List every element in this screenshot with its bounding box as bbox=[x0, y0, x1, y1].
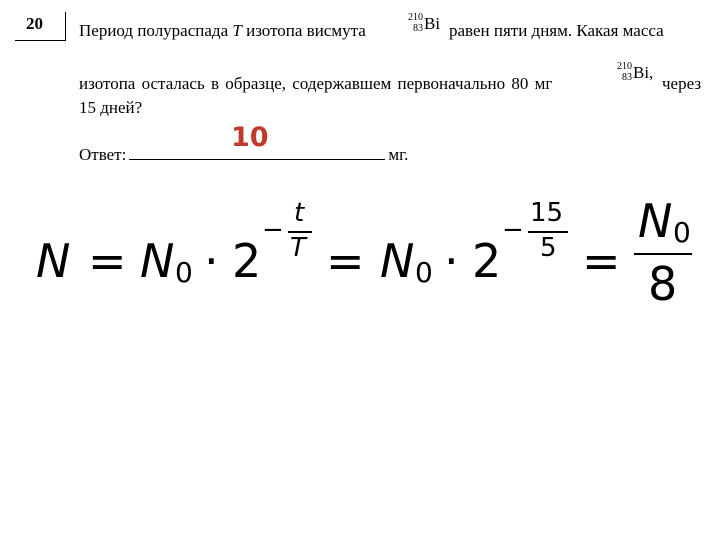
formula-result-denominator: 8 bbox=[648, 257, 678, 311]
formula-result-numerator-base: N bbox=[638, 194, 673, 248]
formula-exp2-denominator: 5 bbox=[540, 233, 557, 263]
formula-two-2: 2 bbox=[472, 234, 502, 288]
formula-N0-base-2: N bbox=[380, 234, 415, 288]
formula-dot-2: · bbox=[444, 234, 459, 288]
decay-formula bbox=[36, 195, 716, 315]
isotope-charge: 83 bbox=[413, 23, 423, 34]
task-number: 20 bbox=[26, 14, 43, 33]
isotope-bi-1 bbox=[408, 12, 441, 34]
formula-equals-2: = bbox=[326, 234, 365, 288]
problem-line-3: 15 дней? bbox=[79, 98, 143, 117]
formula-exp1-denominator: T bbox=[290, 233, 306, 263]
isotope-mass: 210 bbox=[617, 61, 632, 72]
text-isotope-bismuth: изотопа висмута bbox=[246, 21, 366, 40]
isotope-symbol-comma: Bi, bbox=[633, 63, 654, 82]
formula-two-1: 2 bbox=[232, 234, 262, 288]
problem-line-2-part-1: изотопа осталась в образце, содержавшем первоначально 80 мг bbox=[79, 74, 553, 93]
formula-minus-2: − bbox=[502, 215, 524, 245]
problem-line-1-part-2: равен пяти дням. Какая масса bbox=[449, 21, 664, 40]
formula-dot-1: · bbox=[204, 234, 219, 288]
formula-result-numerator-sub: 0 bbox=[673, 216, 691, 249]
symbol-T: T bbox=[232, 21, 242, 40]
isotope-bi-2 bbox=[617, 61, 654, 83]
isotope-symbol: Bi bbox=[424, 14, 441, 33]
problem-line-1-part-1 bbox=[79, 21, 366, 41]
formula-equals-3: = bbox=[582, 234, 621, 288]
formula-exp1-numerator: t bbox=[294, 198, 305, 228]
isotope-charge: 83 bbox=[622, 72, 632, 83]
formula-exp2-numerator: 15 bbox=[530, 198, 564, 228]
formula-equals-1: = bbox=[88, 234, 127, 288]
text-period: Период полураспада bbox=[79, 21, 229, 40]
formula-N: N bbox=[36, 234, 71, 288]
formula-result-fraction-bar bbox=[634, 253, 692, 255]
isotope-mass: 210 bbox=[408, 12, 423, 23]
answer-blank-line bbox=[129, 158, 385, 160]
answer-label: Ответ: bbox=[79, 145, 127, 164]
formula-N0-sub-1: 0 bbox=[175, 256, 193, 289]
answer-value: 10 bbox=[231, 122, 269, 153]
formula-N0-sub-2: 0 bbox=[415, 256, 433, 289]
formula-N0-base-1: N bbox=[140, 234, 175, 288]
problem-line-2-part-2: через bbox=[662, 74, 702, 93]
formula-minus-1: − bbox=[262, 215, 284, 245]
answer-unit: мг. bbox=[388, 145, 409, 164]
